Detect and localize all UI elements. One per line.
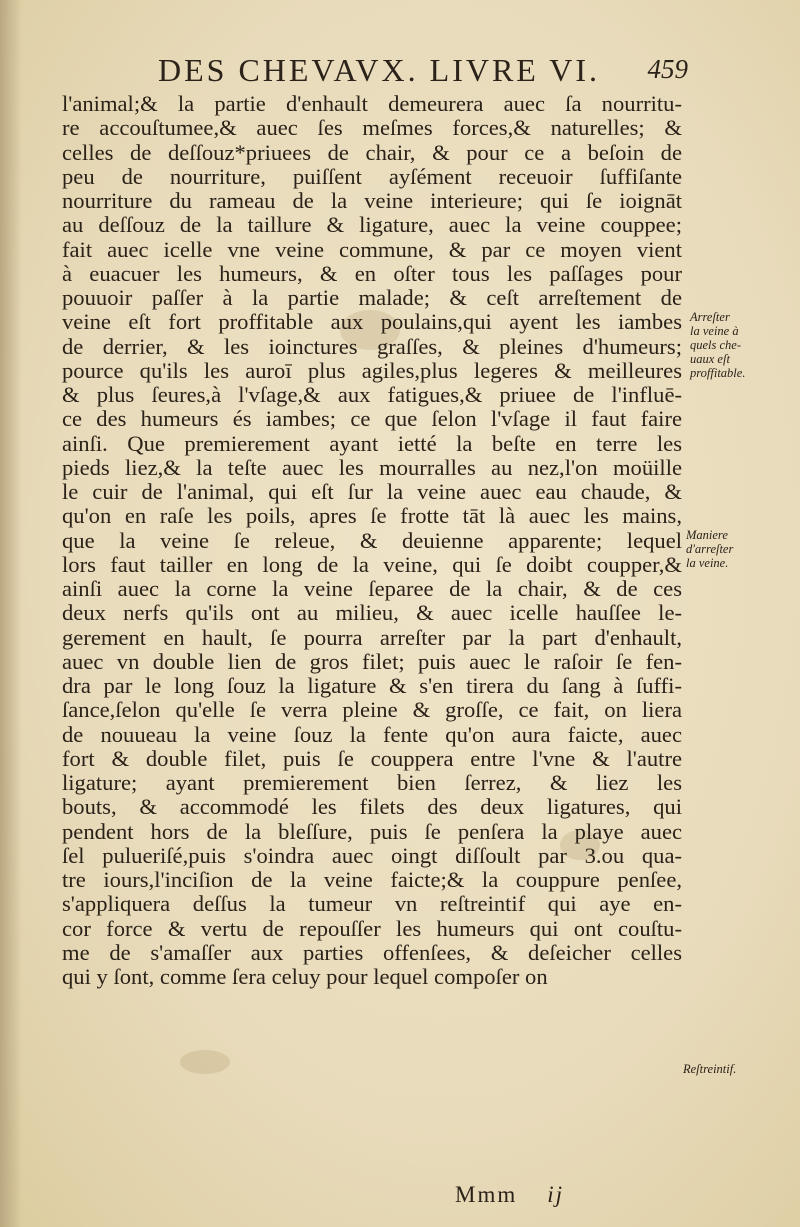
catchword: Mmm — [455, 1182, 518, 1207]
text-line: fait auec icelle vne veine commune, & par ce moyen vient — [62, 236, 682, 262]
margin-note-line: proffitable. — [690, 366, 746, 380]
text-line: re accouſtumee,& auec ſes meſmes forces,& naturelles; & — [62, 115, 682, 141]
text-line: le cuir de l'animal, qui eſt ſur la veine auec eau chaude, & — [62, 479, 682, 504]
text-line: cor force & vertu de repouſſer les humeurs qui ont couſtu- — [62, 915, 682, 941]
text-line: gerement en hault, ſe pourra arreſter par la part d'enhault, — [62, 624, 682, 650]
text-line: s'appliquera deſſus la tumeur vn reſtreintif qui aye en- — [62, 891, 682, 917]
text-line: me de s'amaſſer aux parties offenſees, & deſeicher celles — [62, 939, 682, 965]
margin-note-line: Arreſter — [690, 310, 730, 324]
margin-note-line: la veine à — [690, 324, 739, 338]
text-line: ainſi. Que premierement ayant ietté la beſte en terre les — [62, 430, 682, 456]
margin-note-line: uaux eſt — [690, 352, 730, 366]
text-line: qui y ſont, comme ſera celuy pour lequel compoſer on — [62, 964, 548, 989]
signature-mark: ij — [547, 1182, 565, 1207]
page-footer — [455, 1182, 564, 1208]
margin-note-line: Reſtreintif. — [683, 1062, 737, 1076]
page-header — [150, 52, 690, 92]
text-line: pendent hors de la bleſſure, puis ſe penſera la playe auec — [62, 818, 682, 844]
margin-note-line: quels che- — [690, 338, 742, 352]
text-line: tre iours,l'inciſion de la veine faicte;& la couppure penſee, — [62, 867, 682, 892]
margin-note-maniere — [686, 528, 733, 570]
margin-note-restreintif — [683, 1062, 736, 1076]
text-line: pource qu'ils les auroī plus agiles,plus legeres & meilleures — [62, 357, 682, 383]
text-line: nourriture du rameau de la veine interieure; qui ſe ioignāt — [62, 188, 682, 213]
text-line: à euacuer les humeurs, & en oſter tous les paſſages pour — [62, 260, 682, 286]
margin-note-line: d'arreſter — [686, 542, 734, 556]
text-line: qu'on en raſe les poils, apres ſe frotte tāt là auec les mains, — [62, 503, 682, 529]
text-line: auec vn double lien de gros filet; puis auec le raſoir ſe fen- — [62, 648, 682, 674]
text-line: dra par le long ſouz la ligature & s'en tirera du ſang à ſuffi- — [62, 673, 682, 698]
text-line: de nouueau la veine ſouz la fente qu'on aura faicte, auec — [62, 721, 682, 747]
binding-shadow — [0, 0, 22, 1227]
text-line: que la veine ſe releue, & deuienne apparente; lequel — [62, 527, 682, 553]
text-line: peu de nourriture, puiſſent ayſément receuoir ſuffiſante — [62, 163, 682, 189]
body-text — [62, 92, 682, 989]
text-line: deux nerfs qu'ils ont au milieu, & auec icelle hauſſee le- — [62, 600, 682, 626]
margin-note-line: la veine. — [686, 556, 729, 570]
text-line: au deſſouz de la taillure & ligature, auec la veine couppee; — [62, 212, 682, 238]
text-line: lors faut tailler en long de la veine, qui ſe doibt coupper,& — [62, 551, 682, 577]
text-line: bouts, & accommodé les filets des deux ligatures, qui — [62, 794, 682, 820]
text-line: ſel pulueriſé,puis s'oindra auec oingt diſſoult par 3.ou qua- — [62, 842, 682, 868]
text-line: fort & double filet, puis ſe couppera entre l'vne & l'autre — [62, 745, 682, 771]
text-line: pieds liez,& la teſte auec les mourralles au nez,l'on moüille — [62, 454, 682, 480]
margin-note-line: Maniere — [686, 528, 728, 542]
running-title: DES CHEVAVX. LIVRE VI. — [158, 52, 601, 88]
page-number: 459 — [647, 54, 688, 84]
text-line: ſance,ſelon qu'elle ſe verra pleine & groſſe, ce fait, on liera — [62, 697, 682, 723]
text-line: l'animal;& la partie d'enhault demeurera auec ſa nourritu- — [62, 91, 682, 116]
margin-note-arrester — [690, 310, 745, 380]
text-line: ligature; ayant premierement bien ſerrez, & liez les — [62, 770, 682, 795]
text-line: veine eſt fort proffitable aux poulains,qui ayent les iambes — [62, 309, 682, 335]
text-line: ainſi auec la corne la veine ſeparee de la chair, & de ces — [62, 576, 682, 601]
text-line: pouuoir paſſer à la partie malade; & ceſt arreſtement de — [62, 285, 682, 310]
text-line: celles de deſſouz*priuees de chair, & pour ce a beſoin de — [62, 139, 682, 165]
text-line: de derrier, & les ioinctures graſſes, & pleines d'humeurs; — [62, 333, 682, 359]
text-line: ce des humeurs és iambes; ce que ſelon l'vſage il faut faire — [62, 406, 682, 432]
paper-stain — [180, 1050, 230, 1074]
text-line: & plus ſeures,à l'vſage,& aux fatigues,& priuee de l'influē- — [62, 382, 682, 407]
